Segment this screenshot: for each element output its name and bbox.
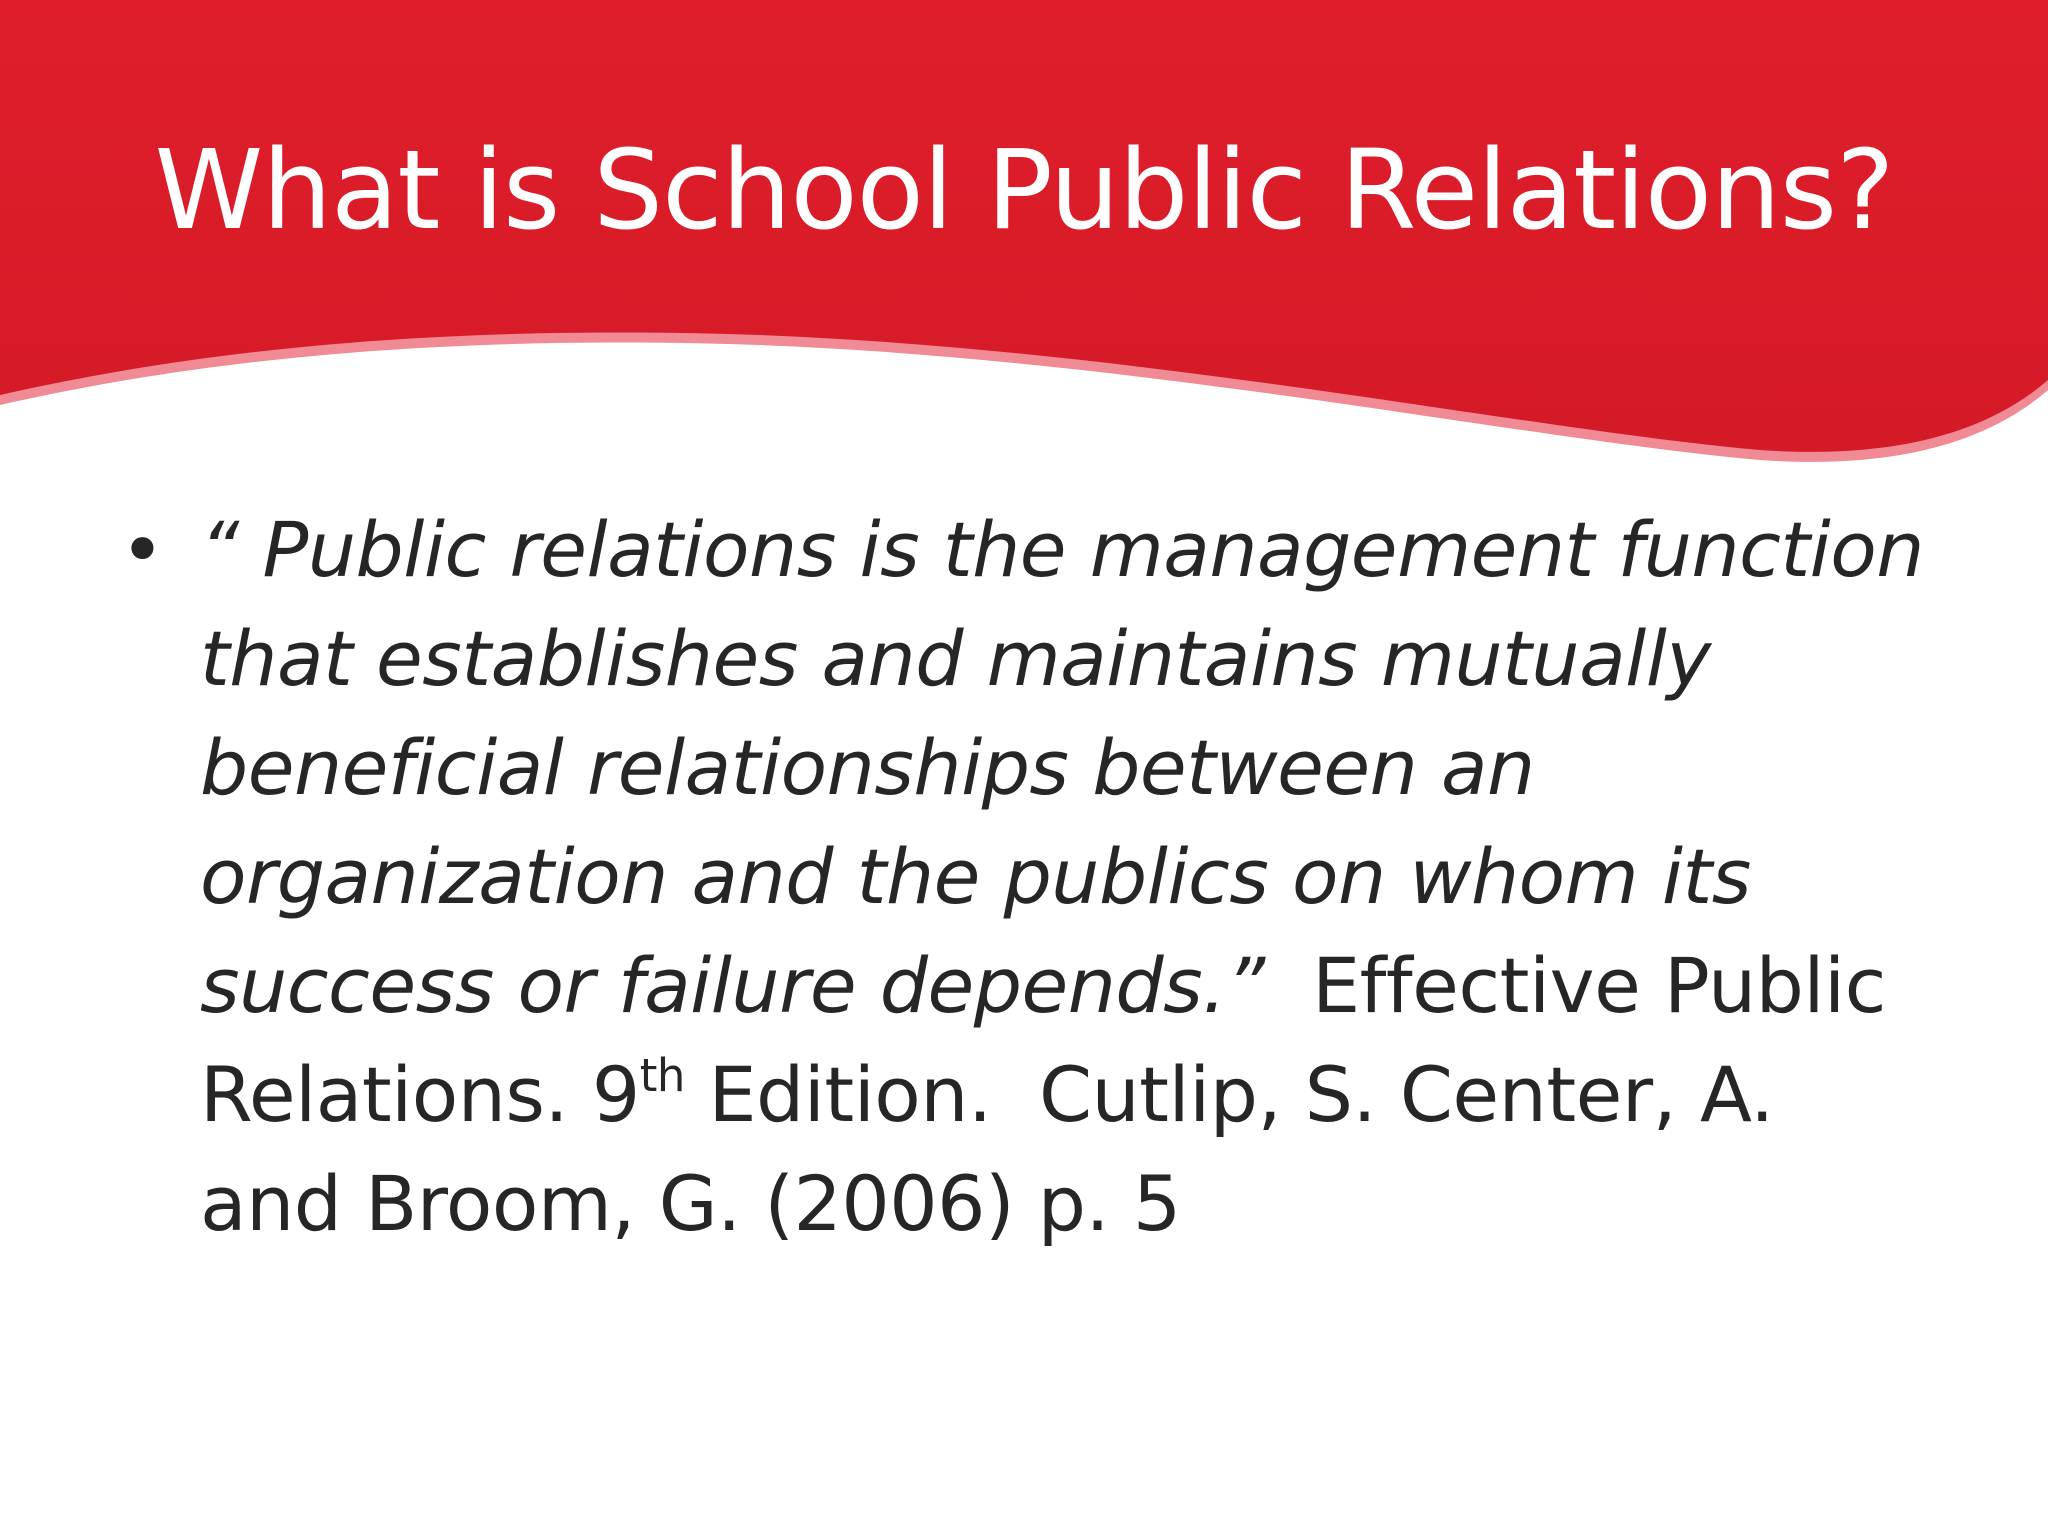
citation-ordinal-suffix: th [639,1049,685,1102]
citation-text-continued: Edition. Cutlip, S. Center, A. and Broom, G. (2006) p. 5 [200,1050,1798,1248]
bullet-marker: • [120,505,165,594]
slide-title: What is School Public Relations? [154,126,1894,254]
citation-text: Effective Public Relations. 9 [200,941,1910,1139]
bullet-item [120,495,1930,1258]
pr-definition-quote: “ Public relations is the management function that establishes and maintains mutually beneficial relationships between an organization and the publics on whom its success or failure depends.” [200,505,1924,1030]
slide-body [120,495,1930,1258]
